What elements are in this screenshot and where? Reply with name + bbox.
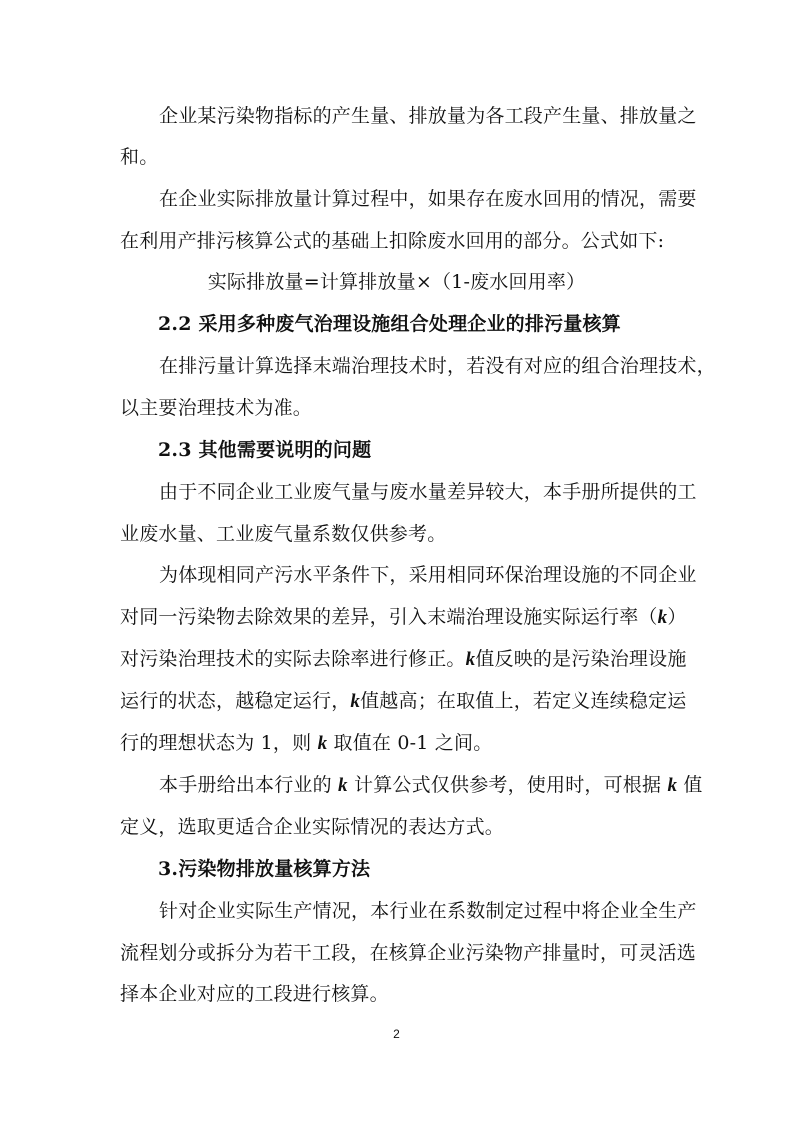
page-number: 2 (393, 1027, 400, 1041)
para7-line3: 择本企业对应的工段进行核算。 (120, 983, 389, 1005)
para2-line1: 在企业实际排放量计算过程中，如果存在废水回用的情况，需要 (159, 188, 697, 210)
para2-line2: 在利用产排污核算公式的基础上扣除废水回用的部分。公式如下: (120, 230, 665, 252)
para5-line2-close: ） (667, 606, 687, 628)
heading-3: 3.污染物排放量核算方法 (158, 858, 371, 880)
para1-line2: 和。 (120, 146, 159, 168)
para5-line1: 为体现相同产污水平条件下，采用相同环保治理设施的不同企业 (159, 564, 697, 586)
para3-line1: 在排污量计算选择末端治理技术时，若没有对应的组合治理技术， (159, 355, 716, 377)
heading-2-3: 2.3 其他需要说明的问题 (158, 439, 372, 461)
para4-line1: 由于不同企业工业废气量与废水量差异较大，本手册所提供的工 (159, 481, 697, 503)
para5-line5 (120, 731, 492, 756)
formula: 实际排放量=计算排放量×（1-废水回用率） (207, 271, 586, 293)
para5-line3-text: 对污染治理技术的实际去除率进行修正。 (120, 648, 466, 670)
k-symbol: k (465, 649, 476, 670)
para1-line1: 企业某污染物指标的产生量、排放量为各工段产生量、排放量之 (159, 105, 697, 127)
para5-line2-text: 对同一污染物去除效果的差异，引入末端治理设施实际运行率（ (120, 606, 658, 628)
k-symbol: k (657, 607, 668, 628)
para7-line2: 流程划分或拆分为若干工段，在核算企业污染物产排量时，可灵活选 (120, 942, 697, 964)
para6-line1-mid: 计算公式仅供参考，使用时，可根据 (347, 774, 668, 796)
para3-line2: 以主要治理技术为准。 (120, 397, 313, 419)
para7-line1: 针对企业实际生产情况，本行业在系数制定过程中将企业全生产 (159, 900, 697, 922)
para5-line3 (120, 647, 687, 672)
para5-line4 (120, 689, 687, 714)
para5-line5-tail: 取值在 0-1 之间。 (327, 732, 493, 754)
k-symbol: k (338, 775, 348, 796)
k-symbol: k (317, 733, 328, 754)
para5-line4-text: 运行的状态，越稳定运行， (120, 690, 351, 712)
para6-line1-tail: 值 (677, 774, 703, 796)
para6-line2: 定义，选取更适合企业实际情况的表达方式。 (120, 816, 505, 838)
para5-line4-tail: 值越高；在取值上，若定义连续稳定运 (360, 690, 687, 712)
para5-line2 (120, 605, 687, 630)
para5-line5-text: 行的理想状态为 1，则 (120, 732, 318, 754)
para6-line1-text: 本手册给出本行业的 (159, 774, 339, 796)
heading-2-2: 2.2 采用多种废气治理设施组合处理企业的排污量核算 (158, 313, 621, 335)
k-symbol: k (350, 691, 361, 712)
para6-line1 (159, 773, 703, 798)
k-symbol: k (667, 775, 678, 796)
para5-line3-tail: 值反映的是污染治理设施 (475, 648, 687, 670)
para4-line2: 业废水量、工业废气量系数仅供参考。 (120, 523, 447, 545)
